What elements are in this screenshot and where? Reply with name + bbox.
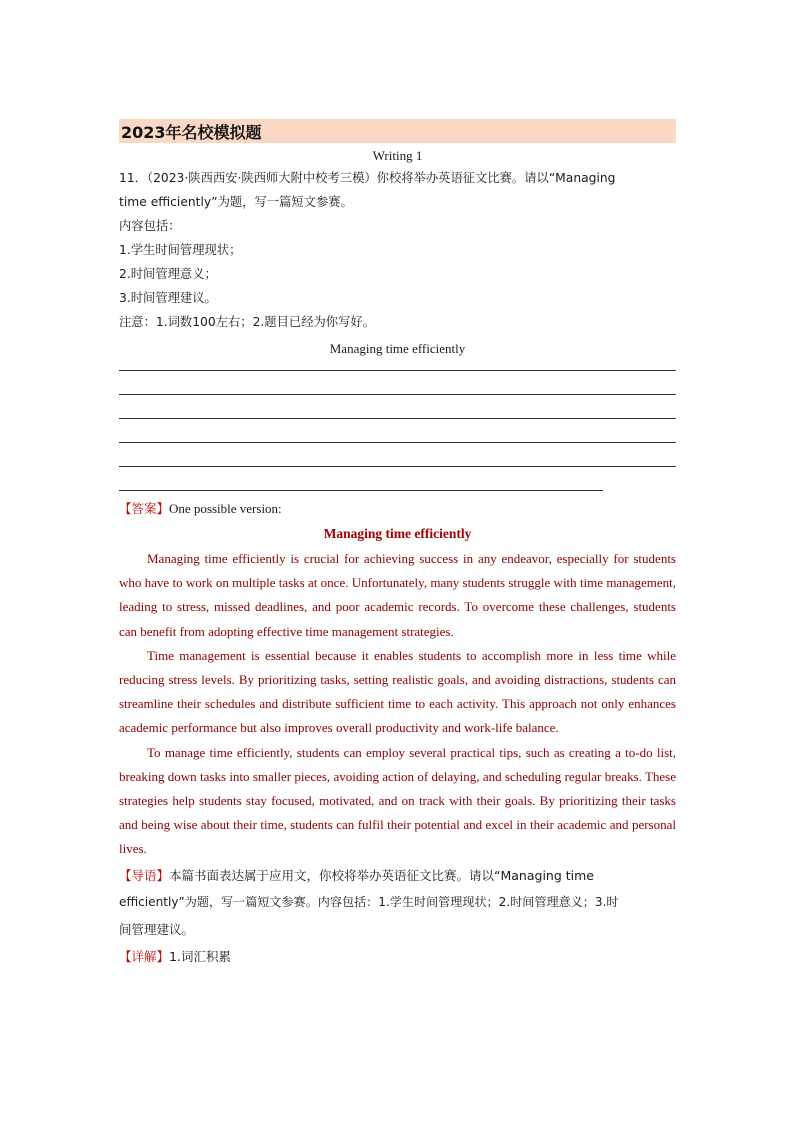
topic-title: Managing time efficiently <box>329 341 466 356</box>
section-title: 2023年名校模拟题 <box>121 122 262 142</box>
guide-line-1 <box>119 862 676 889</box>
question-block <box>119 166 676 334</box>
answer-header <box>119 497 676 521</box>
writing-line[interactable] <box>119 362 676 371</box>
question-line-1: 11．（2023·陕西西安·陕西师大附中校考三模）你校将举办英语征文比赛。请以“Managing <box>119 171 616 185</box>
guide-text-1: 本篇书面表达属于应用文，你校将举办英语征文比赛。请以“Managing time <box>169 867 594 883</box>
essay-paragraph-3: To manage time efficiently, students can employ several practical tips, such as creating a to-do list, breaking down tasks into smaller pieces, avoiding action of delaying, and scheduling regular breaks. These strategies help students stay focused, motivated, and on track with their goals. By prioritizing their tasks and being wise about their time, students can fulfil their potential and excel in their academic and personal lives. <box>119 744 676 857</box>
guide-line-2: efficiently”为题，写一篇短文参赛。内容包括：1.学生时间管理现状；2.时间管理意义；3.时 <box>119 894 619 909</box>
essay-paragraph-1: Managing time efficiently is crucial for achieving success in any endeavor, especially for students who have to work on multiple tasks at once. Unfortunately, many students struggle with time management, leading to stress, missed deadlines, and poor academic records. To overcome these challenges, students can benefit from adopting effective time management strategies. <box>119 551 676 639</box>
detail-label: 【详解】 <box>119 948 170 964</box>
guide-label: 【导语】 <box>119 867 170 883</box>
answer-essay <box>119 547 676 862</box>
writing-lines[interactable] <box>119 362 676 491</box>
answer-intro: One possible version: <box>169 501 282 516</box>
essay-paragraph-2: Time management is essential because it enables students to accomplish more in less time while reducing stress levels. By prioritizing tasks, setting realistic goals, and avoiding distractions, students can streamline their schedules and distribute sufficient time to each activity. This approach not only enhances academic performance but also improves overall productivity and work-life balance. <box>119 647 676 736</box>
detail-line <box>119 943 676 970</box>
contents-label: 内容包括： <box>119 219 181 233</box>
guide-line-3: 间管理建议。 <box>119 921 195 937</box>
writing-line[interactable] <box>119 467 603 491</box>
note-line: 注意：1.词数100左右；2.题目已经为你写好。 <box>119 315 375 329</box>
answer-label: 【答案】 <box>119 501 170 516</box>
detail-text: 1.词汇积累 <box>169 948 231 964</box>
content-item-3: 3.时间管理建议。 <box>119 291 217 305</box>
document-page <box>119 119 676 970</box>
writing-label: Writing 1 <box>372 148 423 163</box>
writing-line[interactable] <box>119 443 676 467</box>
writing-line[interactable] <box>119 395 676 419</box>
content-item-1: 1.学生时间管理现状； <box>119 243 242 257</box>
content-item-2: 2.时间管理意义； <box>119 267 217 281</box>
answer-title: Managing time efficiently <box>323 526 472 541</box>
guide-block <box>119 862 676 943</box>
writing-line[interactable] <box>119 419 676 443</box>
section-header <box>119 119 676 143</box>
writing-line[interactable] <box>119 371 676 395</box>
question-line-2: time efficiently”为题，写一篇短文参赛。 <box>119 195 353 209</box>
